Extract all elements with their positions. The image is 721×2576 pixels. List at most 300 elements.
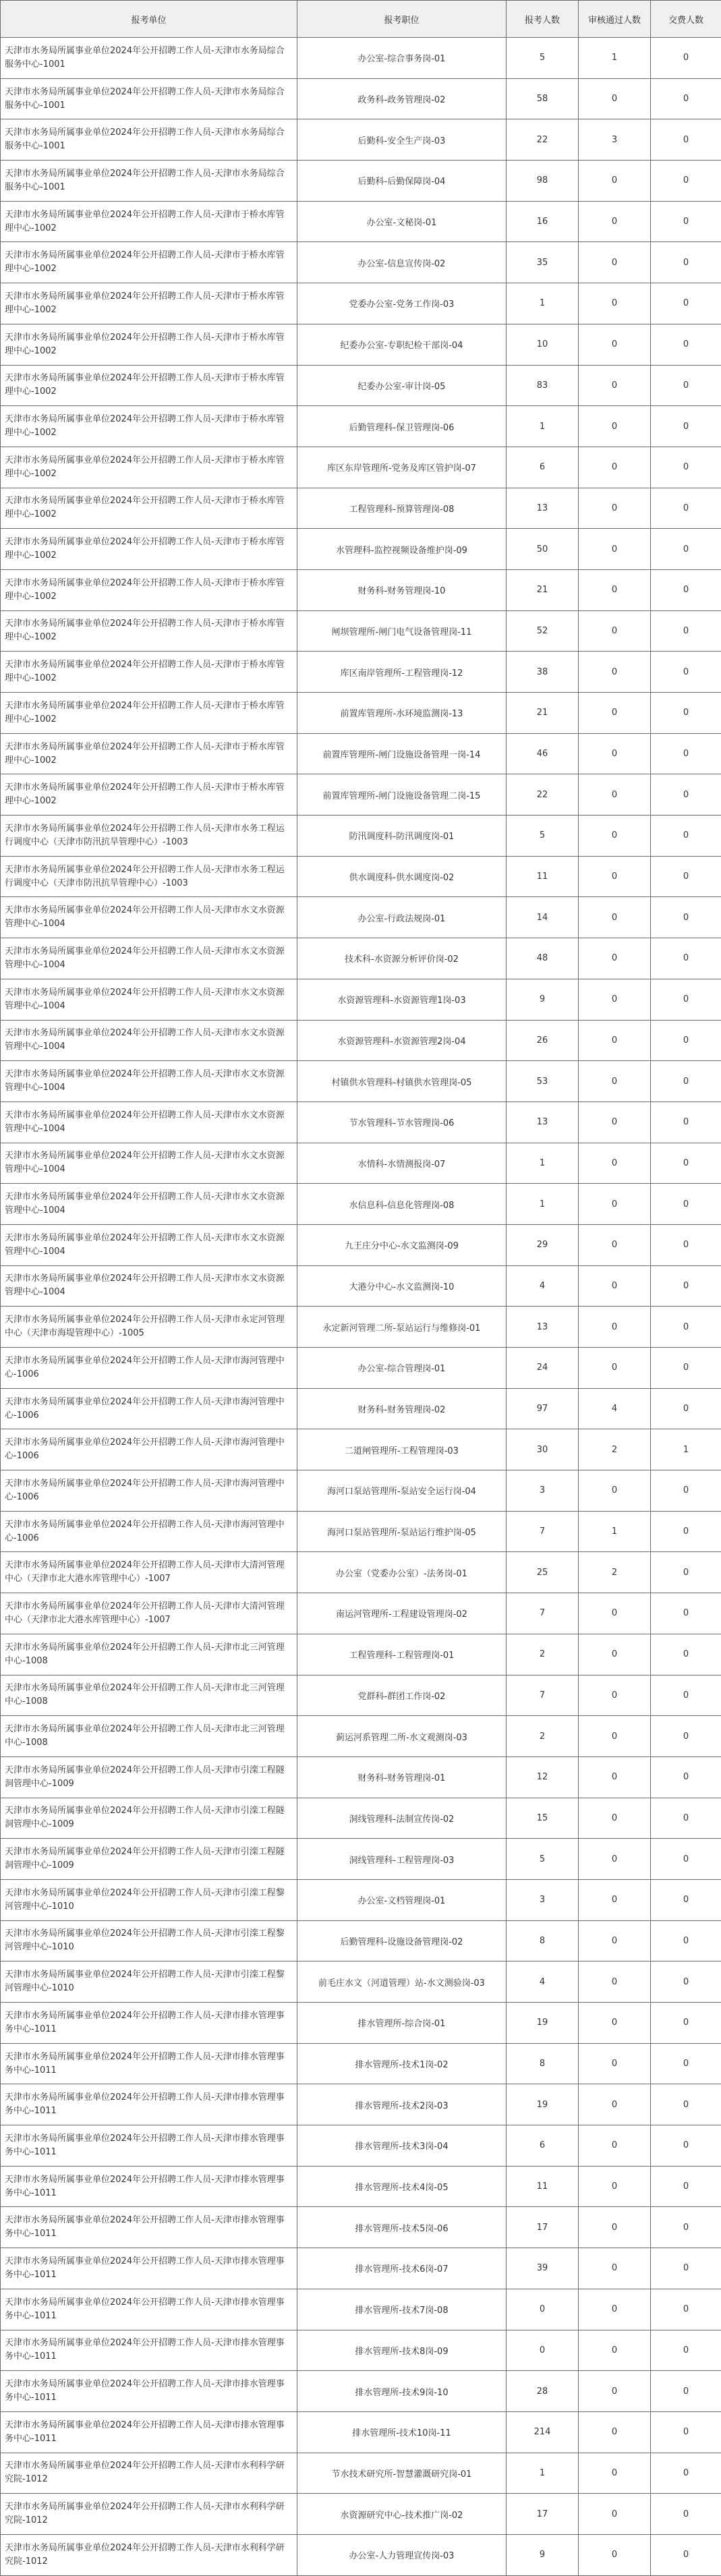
cell-paid: 0 [651, 1716, 721, 1757]
table-row [1, 2494, 721, 2535]
cell-position: 办公室-综合事务岗-01 [297, 38, 507, 79]
cell-position: 海河口泵站管理所-泵站安全运行岗-04 [297, 1470, 507, 1512]
cell-applicants: 25 [507, 1552, 579, 1593]
table-row [1, 610, 721, 652]
cell-applicants: 11 [507, 856, 579, 897]
table-row [1, 2371, 721, 2412]
table-row [1, 529, 721, 570]
cell-paid: 0 [651, 201, 721, 242]
table-row [1, 1962, 721, 2003]
cell-paid: 0 [651, 1061, 721, 1102]
cell-position: 后勤管理科-保卫管理岗-06 [297, 406, 507, 447]
cell-unit: 天津市水务局所属事业单位2024年公开招聘工作人员-天津市排水管理事务中心-1011 [1, 2003, 297, 2044]
cell-paid: 0 [651, 569, 721, 610]
cell-position: 大港分中心-水文监测岗-10 [297, 1265, 507, 1307]
cell-position: 排水管理所-技术9岗-10 [297, 2371, 507, 2412]
cell-paid: 0 [651, 529, 721, 570]
cell-position: 村镇供水管理科-村镇供水管理岗-05 [297, 1061, 507, 1102]
cell-applicants: 7 [507, 1675, 579, 1716]
cell-approved: 0 [579, 1470, 651, 1512]
cell-unit: 天津市水务局所属事业单位2024年公开招聘工作人员-天津市引滦工程隧洞管理中心-1009 [1, 1756, 297, 1798]
cell-approved: 0 [579, 2043, 651, 2084]
cell-position: 排水管理所-技术6岗-07 [297, 2248, 507, 2289]
cell-position: 办公室-综合管理岗-01 [297, 1348, 507, 1389]
cell-approved: 0 [579, 2411, 651, 2453]
cell-approved: 0 [579, 979, 651, 1020]
cell-approved: 0 [579, 652, 651, 693]
cell-applicants: 8 [507, 2043, 579, 2084]
cell-position: 技术科-水资源分析评价岗-02 [297, 938, 507, 979]
cell-applicants: 46 [507, 733, 579, 774]
cell-position: 排水管理所-技术10岗-11 [297, 2411, 507, 2453]
cell-applicants: 10 [507, 324, 579, 365]
cell-applicants: 5 [507, 815, 579, 857]
cell-position: 后勤管理科-设施设备管理岗-02 [297, 1920, 507, 1962]
cell-unit: 天津市水务局所属事业单位2024年公开招聘工作人员-天津市水文水资源管理中心-1004 [1, 1061, 297, 1102]
cell-unit: 天津市水务局所属事业单位2024年公开招聘工作人员-天津市于桥水库管理中心-1002 [1, 283, 297, 324]
table-row [1, 2289, 721, 2330]
cell-approved: 0 [579, 1143, 651, 1184]
cell-applicants: 58 [507, 78, 579, 119]
cell-applicants: 98 [507, 161, 579, 202]
cell-position: 水资源研究中心-技术推广岗-02 [297, 2494, 507, 2535]
cell-unit: 天津市水务局所属事业单位2024年公开招聘工作人员-天津市于桥水库管理中心-1002 [1, 774, 297, 815]
table-row [1, 324, 721, 365]
cell-position: 水资源管理科-水资源管理1岗-03 [297, 979, 507, 1020]
cell-approved: 0 [579, 2166, 651, 2207]
cell-unit: 天津市水务局所属事业单位2024年公开招聘工作人员-天津市水文水资源管理中心-1004 [1, 1265, 297, 1307]
cell-paid: 0 [651, 1593, 721, 1634]
table-row [1, 897, 721, 938]
cell-approved: 0 [579, 78, 651, 119]
table-row [1, 774, 721, 815]
cell-approved: 0 [579, 447, 651, 488]
cell-paid: 0 [651, 78, 721, 119]
table-row [1, 2207, 721, 2248]
cell-unit: 天津市水务局所属事业单位2024年公开招聘工作人员-天津市水利科学研究院-1012 [1, 2534, 297, 2575]
cell-approved: 0 [579, 897, 651, 938]
cell-position: 财务科-财务管理岗-01 [297, 1756, 507, 1798]
cell-applicants: 15 [507, 1798, 579, 1839]
cell-paid: 0 [651, 1307, 721, 1348]
cell-unit: 天津市水务局所属事业单位2024年公开招聘工作人员-天津市于桥水库管理中心-1002 [1, 447, 297, 488]
cell-unit: 天津市水务局所属事业单位2024年公开招聘工作人员-天津市水务工程运行调度中心（天津市防汛抗旱管理中心）-1003 [1, 815, 297, 857]
cell-approved: 0 [579, 488, 651, 529]
table-row [1, 488, 721, 529]
cell-position: 纪委办公室-审计岗-05 [297, 365, 507, 406]
header-position: 报考职位 [297, 1, 507, 38]
cell-position: 排水管理所-综合岗-01 [297, 2003, 507, 2044]
cell-approved: 0 [579, 365, 651, 406]
table-row [1, 1511, 721, 1552]
cell-paid: 0 [651, 2248, 721, 2289]
cell-unit: 天津市水务局所属事业单位2024年公开招聘工作人员-天津市水利科学研究院-1012 [1, 2494, 297, 2535]
table-header [1, 1, 721, 38]
cell-applicants: 1 [507, 1184, 579, 1225]
cell-paid: 0 [651, 2043, 721, 2084]
cell-applicants: 48 [507, 938, 579, 979]
cell-position: 海河口泵站管理所-泵站运行维护岗-05 [297, 1511, 507, 1552]
cell-approved: 0 [579, 1920, 651, 1962]
cell-paid: 0 [651, 2371, 721, 2412]
cell-paid: 0 [651, 38, 721, 79]
table-row [1, 1798, 721, 1839]
cell-applicants: 30 [507, 1429, 579, 1470]
cell-position: 排水管理所-技术5岗-06 [297, 2207, 507, 2248]
table-row [1, 2534, 721, 2575]
cell-paid: 0 [651, 1348, 721, 1389]
cell-paid: 0 [651, 2125, 721, 2167]
cell-unit: 天津市水务局所属事业单位2024年公开招聘工作人员-天津市海河管理中心-1006 [1, 1348, 297, 1389]
cell-unit: 天津市水务局所属事业单位2024年公开招聘工作人员-天津市排水管理事务中心-1011 [1, 2371, 297, 2412]
cell-paid: 0 [651, 1962, 721, 2003]
cell-position: 办公室（党委办公室）-法务岗-01 [297, 1552, 507, 1593]
table-row [1, 1265, 721, 1307]
cell-approved: 0 [579, 406, 651, 447]
cell-position: 前置库管理所-闸门设施设备管理一岗-14 [297, 733, 507, 774]
cell-applicants: 53 [507, 1061, 579, 1102]
table-row [1, 2003, 721, 2044]
cell-position: 办公室-信息宣传岗-02 [297, 242, 507, 283]
cell-position: 防汛调度科-防汛调度岗-01 [297, 815, 507, 857]
cell-position: 工程管理科-工程管理岗-01 [297, 1634, 507, 1675]
cell-unit: 天津市水务局所属事业单位2024年公开招聘工作人员-天津市北三河管理中心-1008 [1, 1634, 297, 1675]
cell-paid: 0 [651, 2289, 721, 2330]
cell-applicants: 16 [507, 201, 579, 242]
cell-applicants: 35 [507, 242, 579, 283]
cell-paid: 0 [651, 652, 721, 693]
table-row [1, 2248, 721, 2289]
cell-paid: 0 [651, 693, 721, 734]
cell-position: 水资源管理科-水资源管理2岗-04 [297, 1020, 507, 1061]
table-row [1, 447, 721, 488]
cell-position: 排水管理所-技术1岗-02 [297, 2043, 507, 2084]
cell-unit: 天津市水务局所属事业单位2024年公开招聘工作人员-天津市水务局综合服务中心-1001 [1, 38, 297, 79]
table-body [1, 38, 721, 2576]
cell-paid: 0 [651, 979, 721, 1020]
cell-unit: 天津市水务局所属事业单位2024年公开招聘工作人员-天津市排水管理事务中心-1011 [1, 2166, 297, 2207]
cell-unit: 天津市水务局所属事业单位2024年公开招聘工作人员-天津市于桥水库管理中心-1002 [1, 610, 297, 652]
cell-applicants: 3 [507, 1879, 579, 1920]
cell-unit: 天津市水务局所属事业单位2024年公开招聘工作人员-天津市北三河管理中心-1008 [1, 1675, 297, 1716]
cell-unit: 天津市水务局所属事业单位2024年公开招聘工作人员-天津市水务工程运行调度中心（天津市防汛抗旱管理中心）-1003 [1, 856, 297, 897]
cell-unit: 天津市水务局所属事业单位2024年公开招聘工作人员-天津市水文水资源管理中心-1004 [1, 979, 297, 1020]
cell-unit: 天津市水务局所属事业单位2024年公开招聘工作人员-天津市水文水资源管理中心-1004 [1, 1020, 297, 1061]
cell-approved: 0 [579, 1634, 651, 1675]
table-row [1, 979, 721, 1020]
cell-applicants: 1 [507, 283, 579, 324]
cell-unit: 天津市水务局所属事业单位2024年公开招聘工作人员-天津市排水管理事务中心-1011 [1, 2248, 297, 2289]
table-row [1, 406, 721, 447]
cell-position: 政务科-政务管理岗-02 [297, 78, 507, 119]
cell-position: 后勤科-安全生产岗-03 [297, 119, 507, 161]
table-row [1, 1716, 721, 1757]
cell-applicants: 3 [507, 1470, 579, 1512]
cell-paid: 0 [651, 1101, 721, 1143]
header-unit: 报考单位 [1, 1, 297, 38]
cell-approved: 0 [579, 1061, 651, 1102]
table-row [1, 2043, 721, 2084]
cell-approved: 0 [579, 2248, 651, 2289]
cell-paid: 0 [651, 1920, 721, 1962]
cell-position: 办公室-文秘岗-01 [297, 201, 507, 242]
cell-paid: 0 [651, 938, 721, 979]
cell-applicants: 7 [507, 1511, 579, 1552]
cell-applicants: 17 [507, 2207, 579, 2248]
table-row [1, 1388, 721, 1429]
cell-unit: 天津市水务局所属事业单位2024年公开招聘工作人员-天津市引滦工程隧洞管理中心-1009 [1, 1839, 297, 1880]
cell-position: 财务科-财务管理岗-02 [297, 1388, 507, 1429]
cell-applicants: 214 [507, 2411, 579, 2453]
cell-unit: 天津市水务局所属事业单位2024年公开招聘工作人员-天津市于桥水库管理中心-1002 [1, 365, 297, 406]
cell-position: 洞线管理科-法制宣传岗-02 [297, 1798, 507, 1839]
cell-applicants: 13 [507, 1307, 579, 1348]
cell-paid: 0 [651, 1224, 721, 1265]
cell-approved: 0 [579, 283, 651, 324]
cell-unit: 天津市水务局所属事业单位2024年公开招聘工作人员-天津市于桥水库管理中心-1002 [1, 652, 297, 693]
cell-paid: 0 [651, 1184, 721, 1225]
cell-applicants: 28 [507, 2371, 579, 2412]
cell-approved: 0 [579, 1962, 651, 2003]
cell-approved: 0 [579, 1224, 651, 1265]
cell-applicants: 21 [507, 569, 579, 610]
cell-unit: 天津市水务局所属事业单位2024年公开招聘工作人员-天津市水务局综合服务中心-1001 [1, 119, 297, 161]
cell-approved: 0 [579, 161, 651, 202]
cell-applicants: 50 [507, 529, 579, 570]
cell-unit: 天津市水务局所属事业单位2024年公开招聘工作人员-天津市排水管理事务中心-1011 [1, 2207, 297, 2248]
cell-applicants: 26 [507, 1020, 579, 1061]
cell-unit: 天津市水务局所属事业单位2024年公开招聘工作人员-天津市海河管理中心-1006 [1, 1470, 297, 1512]
cell-approved: 2 [579, 1552, 651, 1593]
cell-applicants: 19 [507, 2003, 579, 2044]
table-row [1, 2125, 721, 2167]
cell-position: 水管理科-监控视频设备维护岗-09 [297, 529, 507, 570]
cell-unit: 天津市水务局所属事业单位2024年公开招聘工作人员-天津市水文水资源管理中心-1004 [1, 1224, 297, 1265]
cell-applicants: 19 [507, 2084, 579, 2125]
cell-approved: 0 [579, 1879, 651, 1920]
table-row [1, 119, 721, 161]
cell-approved: 0 [579, 1798, 651, 1839]
cell-paid: 0 [651, 610, 721, 652]
cell-unit: 天津市水务局所属事业单位2024年公开招聘工作人员-天津市水文水资源管理中心-1004 [1, 897, 297, 938]
cell-unit: 天津市水务局所属事业单位2024年公开招聘工作人员-天津市排水管理事务中心-1011 [1, 2330, 297, 2371]
table-row [1, 1675, 721, 1716]
cell-position: 排水管理所-技术8岗-09 [297, 2330, 507, 2371]
cell-paid: 0 [651, 1143, 721, 1184]
cell-position: 工程管理科-预算管理岗-08 [297, 488, 507, 529]
cell-unit: 天津市水务局所属事业单位2024年公开招聘工作人员-天津市于桥水库管理中心-1002 [1, 693, 297, 734]
cell-paid: 0 [651, 447, 721, 488]
cell-approved: 0 [579, 2289, 651, 2330]
cell-approved: 0 [579, 2207, 651, 2248]
cell-approved: 0 [579, 2125, 651, 2167]
table-row [1, 78, 721, 119]
cell-approved: 0 [579, 529, 651, 570]
cell-paid: 0 [651, 119, 721, 161]
cell-position: 办公室-行政法规岗-01 [297, 897, 507, 938]
cell-position: 办公室-文档管理岗-01 [297, 1879, 507, 1920]
cell-position: 排水管理所-技术2岗-03 [297, 2084, 507, 2125]
table-row [1, 2453, 721, 2494]
cell-applicants: 38 [507, 652, 579, 693]
cell-applicants: 7 [507, 1593, 579, 1634]
cell-unit: 天津市水务局所属事业单位2024年公开招聘工作人员-天津市引滦工程黎河管理中心-1010 [1, 1920, 297, 1962]
cell-position: 洞线管理科-工程管理岗-03 [297, 1839, 507, 1880]
table-row [1, 1020, 721, 1061]
table-row [1, 1224, 721, 1265]
table-row [1, 1348, 721, 1389]
cell-approved: 0 [579, 1265, 651, 1307]
cell-paid: 0 [651, 1388, 721, 1429]
cell-applicants: 39 [507, 2248, 579, 2289]
cell-unit: 天津市水务局所属事业单位2024年公开招聘工作人员-天津市水务局综合服务中心-1001 [1, 78, 297, 119]
cell-approved: 3 [579, 119, 651, 161]
cell-unit: 天津市水务局所属事业单位2024年公开招聘工作人员-天津市水文水资源管理中心-1004 [1, 1143, 297, 1184]
cell-applicants: 13 [507, 1101, 579, 1143]
cell-paid: 0 [651, 2411, 721, 2453]
cell-position: 库区南岸管理所-工程管理岗-12 [297, 652, 507, 693]
cell-position: 财务科-财务管理岗-10 [297, 569, 507, 610]
cell-position: 党委办公室-党务工作岗-03 [297, 283, 507, 324]
cell-position: 闸坝管理所-闸门电气设备管理岗-11 [297, 610, 507, 652]
table-row [1, 1101, 721, 1143]
cell-approved: 0 [579, 856, 651, 897]
cell-unit: 天津市水务局所属事业单位2024年公开招聘工作人员-天津市于桥水库管理中心-1002 [1, 201, 297, 242]
cell-paid: 0 [651, 1470, 721, 1512]
cell-position: 前置库管理所-闸门设施设备管理二岗-15 [297, 774, 507, 815]
cell-applicants: 8 [507, 1920, 579, 1962]
cell-approved: 1 [579, 1511, 651, 1552]
cell-unit: 天津市水务局所属事业单位2024年公开招聘工作人员-天津市于桥水库管理中心-1002 [1, 324, 297, 365]
cell-paid: 0 [651, 2003, 721, 2044]
cell-applicants: 24 [507, 1348, 579, 1389]
cell-approved: 0 [579, 1675, 651, 1716]
cell-paid: 0 [651, 1839, 721, 1880]
cell-paid: 0 [651, 365, 721, 406]
cell-applicants: 5 [507, 1839, 579, 1880]
cell-paid: 0 [651, 2453, 721, 2494]
cell-unit: 天津市水务局所属事业单位2024年公开招聘工作人员-天津市北三河管理中心-1008 [1, 1716, 297, 1757]
table-row [1, 856, 721, 897]
cell-paid: 0 [651, 856, 721, 897]
cell-position: 办公室-人力管理宣传岗-03 [297, 2534, 507, 2575]
cell-unit: 天津市水务局所属事业单位2024年公开招聘工作人员-天津市排水管理事务中心-1011 [1, 2289, 297, 2330]
cell-position: 排水管理所-技术7岗-08 [297, 2289, 507, 2330]
cell-approved: 0 [579, 1307, 651, 1348]
table-row [1, 733, 721, 774]
cell-unit: 天津市水务局所属事业单位2024年公开招聘工作人员-天津市引滦工程隧洞管理中心-1009 [1, 1798, 297, 1839]
cell-approved: 0 [579, 201, 651, 242]
table-row [1, 1184, 721, 1225]
cell-applicants: 52 [507, 610, 579, 652]
cell-approved: 0 [579, 815, 651, 857]
cell-applicants: 97 [507, 1388, 579, 1429]
table-row [1, 938, 721, 979]
cell-paid: 0 [651, 2330, 721, 2371]
cell-unit: 天津市水务局所属事业单位2024年公开招聘工作人员-天津市水务局综合服务中心-1001 [1, 161, 297, 202]
cell-unit: 天津市水务局所属事业单位2024年公开招聘工作人员-天津市于桥水库管理中心-1002 [1, 569, 297, 610]
cell-position: 排水管理所-技术4岗-05 [297, 2166, 507, 2207]
cell-position: 供水调度科-供水调度岗-02 [297, 856, 507, 897]
cell-applicants: 2 [507, 1716, 579, 1757]
cell-unit: 天津市水务局所属事业单位2024年公开招聘工作人员-天津市大清河管理中心（天津市北大港水库管理中心）-1007 [1, 1552, 297, 1593]
cell-applicants: 6 [507, 2125, 579, 2167]
table-row [1, 569, 721, 610]
cell-applicants: 21 [507, 693, 579, 734]
cell-approved: 0 [579, 1020, 651, 1061]
header-row [1, 1, 721, 38]
cell-position: 水信息科-信息化管理岗-08 [297, 1184, 507, 1225]
table-row [1, 1429, 721, 1470]
cell-paid: 0 [651, 161, 721, 202]
cell-applicants: 9 [507, 979, 579, 1020]
cell-approved: 0 [579, 569, 651, 610]
cell-paid: 0 [651, 324, 721, 365]
cell-position: 纪委办公室-专职纪检干部岗-04 [297, 324, 507, 365]
table-row [1, 1879, 721, 1920]
table-row [1, 2166, 721, 2207]
cell-unit: 天津市水务局所属事业单位2024年公开招聘工作人员-天津市海河管理中心-1006 [1, 1429, 297, 1470]
cell-applicants: 9 [507, 2534, 579, 2575]
cell-paid: 1 [651, 1429, 721, 1470]
cell-paid: 0 [651, 1511, 721, 1552]
table-row [1, 38, 721, 79]
cell-approved: 0 [579, 938, 651, 979]
cell-applicants: 4 [507, 1962, 579, 2003]
cell-approved: 0 [579, 324, 651, 365]
cell-applicants: 1 [507, 406, 579, 447]
cell-paid: 0 [651, 2166, 721, 2207]
cell-position: 水情科-水情测报岗-07 [297, 1143, 507, 1184]
cell-approved: 0 [579, 1593, 651, 1634]
cell-approved: 0 [579, 774, 651, 815]
cell-applicants: 0 [507, 2289, 579, 2330]
cell-paid: 0 [651, 733, 721, 774]
cell-paid: 0 [651, 1020, 721, 1061]
table-row [1, 693, 721, 734]
cell-applicants: 22 [507, 774, 579, 815]
table-row [1, 1307, 721, 1348]
cell-unit: 天津市水务局所属事业单位2024年公开招聘工作人员-天津市于桥水库管理中心-1002 [1, 406, 297, 447]
table-row [1, 1552, 721, 1593]
cell-unit: 天津市水务局所属事业单位2024年公开招聘工作人员-天津市海河管理中心-1006 [1, 1388, 297, 1429]
table-row [1, 815, 721, 857]
table-row [1, 1143, 721, 1184]
header-paid: 交费人数 [651, 1, 721, 38]
cell-approved: 0 [579, 1756, 651, 1798]
table-row [1, 1756, 721, 1798]
cell-paid: 0 [651, 1265, 721, 1307]
cell-paid: 0 [651, 1675, 721, 1716]
table-row [1, 242, 721, 283]
cell-position: 党群科-群团工作岗-02 [297, 1675, 507, 1716]
cell-applicants: 83 [507, 365, 579, 406]
cell-applicants: 13 [507, 488, 579, 529]
cell-paid: 0 [651, 897, 721, 938]
table-row [1, 2411, 721, 2453]
cell-unit: 天津市水务局所属事业单位2024年公开招聘工作人员-天津市排水管理事务中心-1011 [1, 2084, 297, 2125]
cell-position: 蓟运河系管理二所-水文观测岗-03 [297, 1716, 507, 1757]
cell-position: 前置库管理所-水环境监测岗-13 [297, 693, 507, 734]
table-row [1, 1839, 721, 1880]
table-row [1, 2330, 721, 2371]
header-approved: 审核通过人数 [579, 1, 651, 38]
cell-unit: 天津市水务局所属事业单位2024年公开招聘工作人员-天津市排水管理事务中心-1011 [1, 2411, 297, 2453]
cell-approved: 2 [579, 1429, 651, 1470]
cell-applicants: 1 [507, 1143, 579, 1184]
table-row [1, 652, 721, 693]
cell-paid: 0 [651, 2084, 721, 2125]
